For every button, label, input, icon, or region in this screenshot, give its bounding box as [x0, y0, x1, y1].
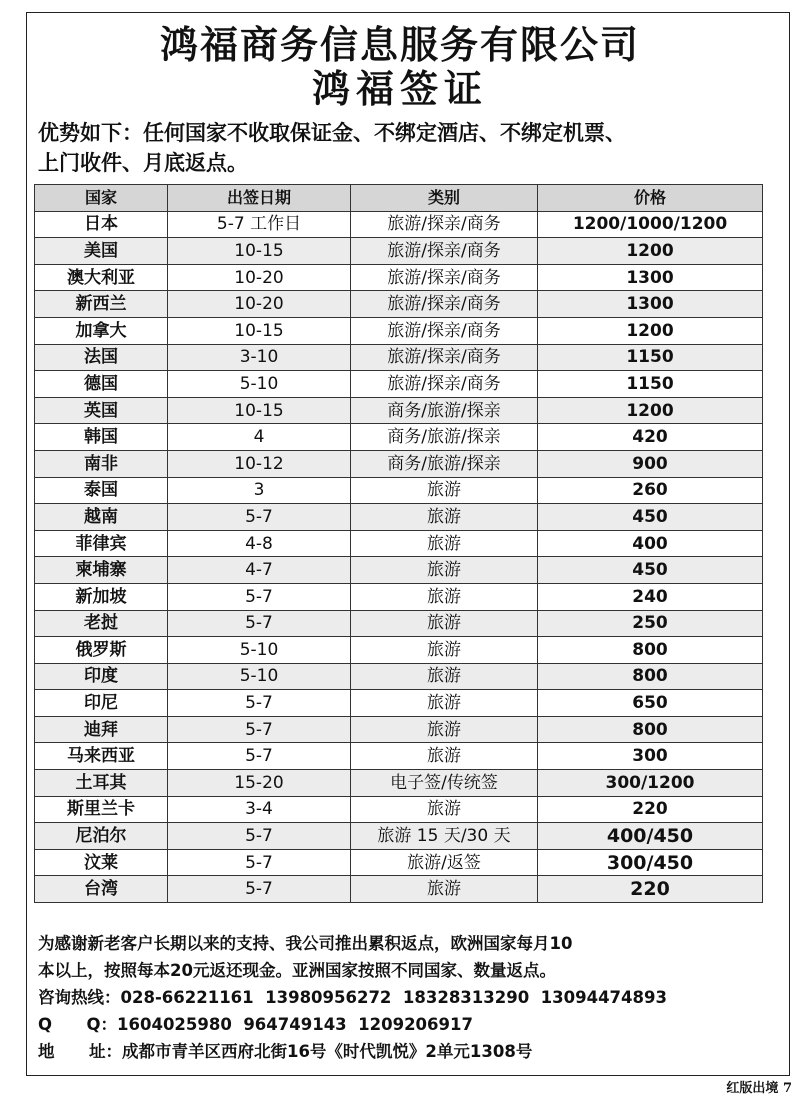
category-cell: 旅游 15 天/30 天 [351, 823, 538, 850]
category-cell: 旅游 [351, 583, 538, 610]
country-cell: 马来西亚 [35, 743, 168, 770]
price-cell: 220 [538, 876, 763, 903]
days-cell: 4 [168, 424, 351, 451]
table-row [35, 264, 763, 291]
price-cell: 450 [538, 557, 763, 584]
table-row [35, 557, 763, 584]
category-cell: 旅游/探亲/商务 [351, 264, 538, 291]
days-cell: 5-7 [168, 743, 351, 770]
days-cell: 10-20 [168, 264, 351, 291]
promo-line-1: 为感谢新老客户长期以来的支持、我公司推出累积返点，欧洲国家每月10 [38, 934, 573, 953]
footer-info [38, 930, 778, 1065]
table-row [35, 477, 763, 504]
table-row [35, 637, 763, 664]
advantages-line-2: 上门收件、月底返点。 [38, 151, 248, 175]
table-row [35, 796, 763, 823]
category-cell: 旅游 [351, 530, 538, 557]
country-cell: 土耳其 [35, 770, 168, 797]
price-cell: 1150 [538, 344, 763, 371]
table-row [35, 610, 763, 637]
column-header-category: 类别 [351, 185, 538, 212]
table-row [35, 211, 763, 238]
category-cell: 商务/旅游/探亲 [351, 397, 538, 424]
table-row [35, 849, 763, 876]
days-cell: 4-8 [168, 530, 351, 557]
category-cell: 旅游 [351, 663, 538, 690]
country-cell: 迪拜 [35, 716, 168, 743]
days-cell: 10-15 [168, 397, 351, 424]
price-cell: 650 [538, 690, 763, 717]
category-cell: 旅游 [351, 610, 538, 637]
days-cell: 10-20 [168, 291, 351, 318]
column-header-country: 国家 [35, 185, 168, 212]
category-cell: 旅游 [351, 796, 538, 823]
table-row [35, 663, 763, 690]
days-cell: 5-7 [168, 849, 351, 876]
days-cell: 10-15 [168, 238, 351, 265]
price-cell: 450 [538, 504, 763, 531]
hotline-numbers: 028-66221161 13980956272 18328313290 13094474893 [120, 988, 667, 1007]
country-cell: 老挝 [35, 610, 168, 637]
table-header-row [35, 185, 763, 212]
column-header-days: 出签日期 [168, 185, 351, 212]
country-cell: 尼泊尔 [35, 823, 168, 850]
country-cell: 新加坡 [35, 583, 168, 610]
table-row [35, 770, 763, 797]
category-cell: 旅游/探亲/商务 [351, 371, 538, 398]
category-cell: 旅游 [351, 557, 538, 584]
country-cell: 新西兰 [35, 291, 168, 318]
days-cell: 5-7 [168, 716, 351, 743]
category-cell: 旅游/探亲/商务 [351, 291, 538, 318]
price-cell: 240 [538, 583, 763, 610]
table-row [35, 238, 763, 265]
days-cell: 5-10 [168, 637, 351, 664]
price-cell: 1300 [538, 291, 763, 318]
category-cell: 旅游/探亲/商务 [351, 317, 538, 344]
category-cell: 旅游 [351, 716, 538, 743]
advantages-text [38, 118, 778, 178]
table-body [35, 211, 763, 902]
table-row [35, 823, 763, 850]
days-cell: 15-20 [168, 770, 351, 797]
table-row [35, 716, 763, 743]
address [38, 1038, 778, 1065]
hotline-label: 咨询热线： [38, 988, 121, 1007]
price-cell: 1200 [538, 238, 763, 265]
category-cell: 商务/旅游/探亲 [351, 424, 538, 451]
country-cell: 英国 [35, 397, 168, 424]
price-cell: 800 [538, 663, 763, 690]
days-cell: 5-7 [168, 823, 351, 850]
price-cell: 400/450 [538, 823, 763, 850]
table-row [35, 344, 763, 371]
table-row [35, 371, 763, 398]
days-cell: 5-7 [168, 690, 351, 717]
table-row [35, 690, 763, 717]
days-cell: 4-7 [168, 557, 351, 584]
category-cell: 旅游 [351, 743, 538, 770]
country-cell: 美国 [35, 238, 168, 265]
address-label: 地 址： [38, 1042, 122, 1061]
advantages-line-1: 优势如下：任何国家不收取保证金、不绑定酒店、不绑定机票、 [38, 121, 626, 145]
category-cell: 电子签/传统签 [351, 770, 538, 797]
price-cell: 250 [538, 610, 763, 637]
days-cell: 5-7 [168, 504, 351, 531]
table-row [35, 450, 763, 477]
price-cell: 1200 [538, 397, 763, 424]
days-cell: 3 [168, 477, 351, 504]
category-cell: 旅游/探亲/商务 [351, 211, 538, 238]
days-cell: 5-7 [168, 876, 351, 903]
country-cell: 柬埔寨 [35, 557, 168, 584]
country-cell: 菲律宾 [35, 530, 168, 557]
price-cell: 300/1200 [538, 770, 763, 797]
category-cell: 旅游/探亲/商务 [351, 344, 538, 371]
country-cell: 越南 [35, 504, 168, 531]
qq [38, 1011, 778, 1038]
category-cell: 商务/旅游/探亲 [351, 450, 538, 477]
country-cell: 俄罗斯 [35, 637, 168, 664]
table-row [35, 397, 763, 424]
visa-price-table [34, 184, 763, 903]
country-cell: 法国 [35, 344, 168, 371]
country-cell: 印度 [35, 663, 168, 690]
days-cell: 10-15 [168, 317, 351, 344]
table-row [35, 424, 763, 451]
days-cell: 5-7 [168, 583, 351, 610]
country-cell: 斯里兰卡 [35, 796, 168, 823]
category-cell: 旅游 [351, 690, 538, 717]
country-cell: 台湾 [35, 876, 168, 903]
hotline [38, 984, 778, 1011]
days-cell: 5-7 工作日 [168, 211, 351, 238]
country-cell: 日本 [35, 211, 168, 238]
page-footer [726, 1077, 792, 1096]
price-cell: 1300 [538, 264, 763, 291]
country-cell: 澳大利亚 [35, 264, 168, 291]
table-row [35, 743, 763, 770]
table-row [35, 291, 763, 318]
address-text: 成都市青羊区西府北街16号《时代凯悦》2单元1308号 [121, 1042, 533, 1061]
country-cell: 南非 [35, 450, 168, 477]
days-cell: 10-12 [168, 450, 351, 477]
price-cell: 420 [538, 424, 763, 451]
days-cell: 3-4 [168, 796, 351, 823]
price-cell: 900 [538, 450, 763, 477]
price-cell: 300 [538, 743, 763, 770]
price-cell: 220 [538, 796, 763, 823]
category-cell: 旅游 [351, 477, 538, 504]
country-cell: 加拿大 [35, 317, 168, 344]
table-row [35, 530, 763, 557]
category-cell: 旅游/返签 [351, 849, 538, 876]
price-cell: 300/450 [538, 849, 763, 876]
price-cell: 1200 [538, 317, 763, 344]
days-cell: 5-10 [168, 663, 351, 690]
table-row [35, 876, 763, 903]
promo-line-2: 本以上，按照每本20元返还现金。亚洲国家按照不同国家、数量返点。 [38, 961, 556, 980]
company-name: 鸿福商务信息服务有限公司 [159, 23, 640, 67]
days-cell: 5-10 [168, 371, 351, 398]
price-cell: 800 [538, 637, 763, 664]
price-cell: 1200/1000/1200 [538, 211, 763, 238]
category-cell: 旅游 [351, 637, 538, 664]
qq-label: Q Q： [38, 1015, 118, 1034]
country-cell: 德国 [35, 371, 168, 398]
country-cell: 印尼 [35, 690, 168, 717]
qq-numbers: 1604025980 964749143 1209206917 [117, 1015, 473, 1034]
category-cell: 旅游/探亲/商务 [351, 238, 538, 265]
days-cell: 3-10 [168, 344, 351, 371]
price-cell: 400 [538, 530, 763, 557]
section-name: 红版出境 [726, 1081, 779, 1096]
table-row [35, 504, 763, 531]
column-header-price: 价格 [538, 185, 763, 212]
price-cell: 1150 [538, 371, 763, 398]
days-cell: 5-7 [168, 610, 351, 637]
table-row [35, 583, 763, 610]
category-cell: 旅游 [351, 504, 538, 531]
price-cell: 260 [538, 477, 763, 504]
price-cell: 800 [538, 716, 763, 743]
country-cell: 汶莱 [35, 849, 168, 876]
category-cell: 旅游 [351, 876, 538, 903]
page-number: 7 [782, 1081, 792, 1096]
country-cell: 泰国 [35, 477, 168, 504]
table-row [35, 317, 763, 344]
country-cell: 韩国 [35, 424, 168, 451]
brand-name: 鸿福签证 [311, 67, 488, 111]
